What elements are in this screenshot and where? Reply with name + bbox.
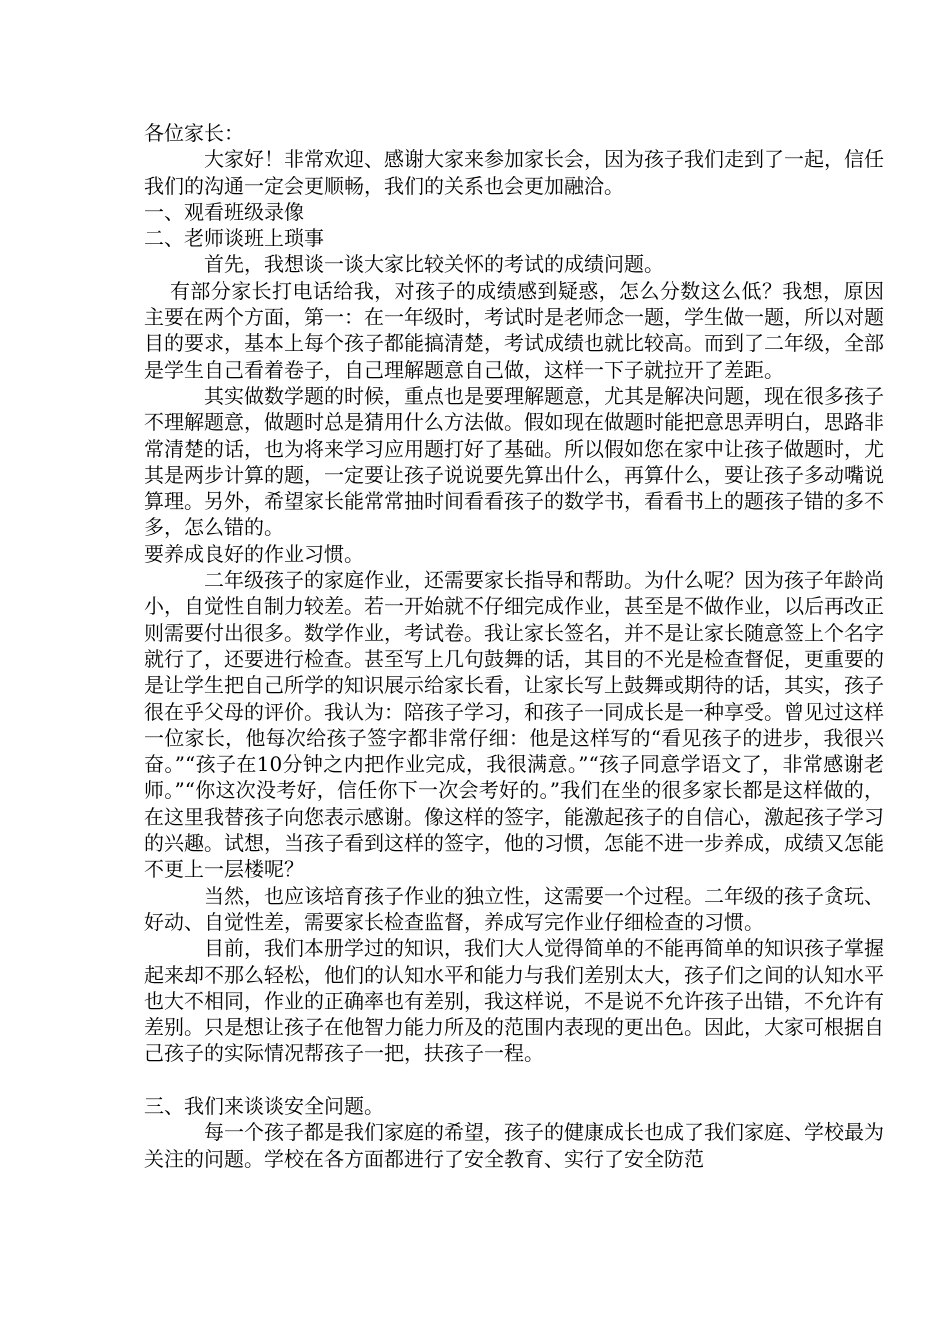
body-paragraph: 首先，我想谈一谈大家比较关怀的考试的成绩问题。	[204, 252, 664, 277]
greeting-paragraph: 大家好！非常欢迎、感谢大家来参加家长会，因为孩子我们走到了一起，信任我们的沟通一定会更顺畅，我们的关系也会更加融洽。	[144, 147, 884, 198]
body-paragraph: 二年级孩子的家庭作业，还需要家长指导和帮助。为什么呢？因为孩子年龄尚小，自觉性自制力较差。若一开始就不仔细完成作业，甚至是不做作业，以后再改正则需要付出很多。数学作业，考试卷。我让家长签名，并不是让家长随意签上个名字就行了，还要进行检查。甚至写上几句鼓舞的话，其目的不光是检查督促，更重要的是让学生把自己所学的知识展示给家长看，让家长写上鼓舞或期待的话，其实，孩子很在乎父母的评价。我认为：陪孩子学习，和孩子一同成长是一种享受。曾见过这样一位家长，他每次给孩子签字都非常仔细：他是这样写的“看见孩子的进步，我很兴奋。”“孩子在10分钟之内把作业完成，我很满意。”“孩子同意学语文了，非常感谢老师。”“你这次没考好，信任你下一次会考好的。”我们在坐的很多家长都是这样做的，在这里我替孩子向您表示感谢。像这样的签字，能激起孩子的自信心，激起孩子学习的兴趣。试想，当孩子看到这样的签字，他的习惯，怎能不进一步养成，成绩又怎能不更上一层楼呢？	[144, 568, 884, 882]
body-paragraph: 要养成良好的作业习惯。	[144, 541, 364, 566]
salutation: 各位家长：	[144, 121, 244, 145]
body-paragraph: 有部分家长打电话给我，对孩子的成绩感到疑惑，怎么分数这么低？我想，原因主要在两个方面，第一：在一年级时，考试时是老师念一题，学生做一题，所以对题目的要求，基本上每个孩子都能搞清楚，考试成绩也就比较高。而到了二年级，全部是学生自己看着卷子，自己理解题意自己做，这样一下子就拉开了差距。	[144, 278, 884, 382]
body-paragraph: 目前，我们本册学过的知识，我们大人觉得简单的不能再简单的知识孩子掌握起来却不那么轻松，他们的认知水平和能力与我们差别太大，孩子们之间的认知水平也大不相同，作业的正确率也有差别，我这样说，不是说不允许孩子出错，不允许有差别。只是想让孩子在他智力能力所及的范围内表现的更出色。因此，大家可根据自己孩子的实际情况帮孩子一把，扶孩子一程。	[144, 936, 884, 1066]
section-heading-1: 一、观看班级录像	[144, 199, 304, 224]
section-heading-2: 二、老师谈班上琐事	[144, 226, 324, 251]
blank-line	[144, 1067, 884, 1093]
section-heading-3: 三、我们来谈谈安全问题。	[144, 1093, 384, 1118]
body-paragraph: 其实做数学题的时候，重点也是要理解题意，尤其是解决问题，现在很多孩子不理解题意，做题时总是猜用什么方法做。假如现在做题时能把意思弄明白，思路非常清楚的话，也为将来学习应用题打好了基础。所以假如您在家中让孩子做题时，尤其是两步计算的题，一定要让孩子说说要先算出什么，再算什么，要让孩子多动嘴说算理。另外，希望家长能常常抽时间看看孩子的数学书，看看书上的题孩子错的多不多，怎么错的。	[144, 383, 884, 540]
body-paragraph: 每一个孩子都是我们家庭的希望，孩子的健康成长也成了我们家庭、学校最为关注的问题。学校在各方面都进行了安全教育、实行了安全防范	[144, 1120, 884, 1171]
body-paragraph: 当然，也应该培育孩子作业的独立性，这需要一个过程。二年级的孩子贪玩、好动、自觉性差，需要家长检查监督，养成写完作业仔细检查的习惯。	[144, 883, 884, 934]
document-body	[144, 120, 884, 1172]
